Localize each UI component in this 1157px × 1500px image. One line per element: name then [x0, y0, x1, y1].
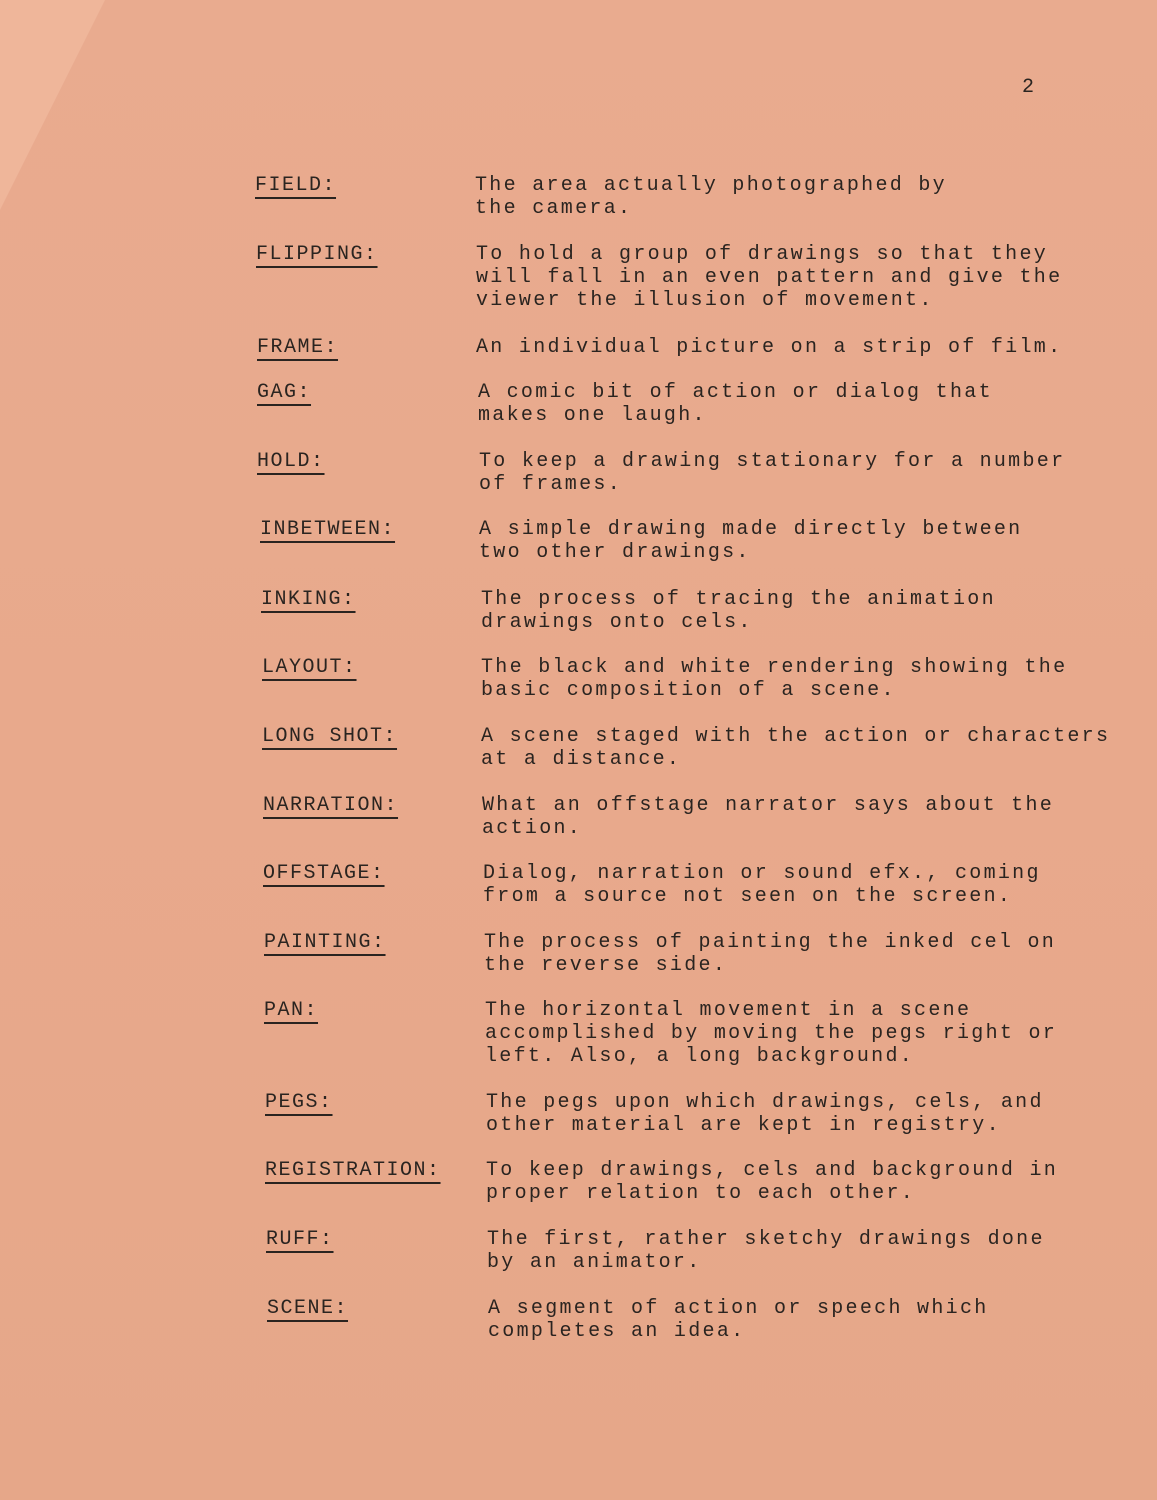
glossary-term: FLIPPING:: [256, 243, 378, 266]
glossary-definition: The horizontal movement in a scene accomplished by moving the pegs right or left. Also, a long background.: [485, 999, 1058, 1068]
glossary-term: PEGS:: [265, 1091, 333, 1114]
glossary-definition: The black and white rendering showing the basic composition of a scene.: [481, 656, 1068, 702]
glossary-definition: A scene staged with the action or characters at a distance.: [481, 725, 1111, 771]
glossary-definition: To keep drawings, cels and background in proper relation to each other.: [486, 1159, 1059, 1205]
glossary-definition: The area actually photographed by the camera.: [475, 174, 947, 220]
glossary-term: NARRATION:: [263, 794, 399, 817]
glossary-definition: The process of painting the inked cel on the reverse side.: [484, 931, 1057, 977]
glossary-definition: A segment of action or speech which completes an idea.: [488, 1297, 989, 1343]
glossary-term: PAN:: [264, 999, 319, 1022]
glossary-term: LAYOUT:: [262, 656, 357, 679]
glossary-term: HOLD:: [257, 450, 325, 473]
glossary-term: GAG:: [257, 381, 312, 404]
glossary-definition: What an offstage narrator says about the action.: [482, 794, 1055, 840]
glossary-definition: The first, rather sketchy drawings done by an animator.: [487, 1228, 1045, 1274]
glossary-definition: To hold a group of drawings so that they will fall in an even pattern and give the viewer the illusion of movement.: [476, 243, 1063, 312]
glossary-term: REGISTRATION:: [265, 1159, 441, 1182]
glossary-term: OFFSTAGE:: [263, 862, 385, 885]
glossary-term: FIELD:: [255, 174, 337, 197]
glossary-definition: A comic bit of action or dialog that makes one laugh.: [478, 381, 993, 427]
glossary-term: INKING:: [261, 588, 356, 611]
glossary-definition: To keep a drawing stationary for a number of frames.: [479, 450, 1066, 496]
page-number: 2: [1022, 76, 1036, 99]
glossary-term: FRAME:: [257, 336, 339, 359]
glossary-definition: The process of tracing the animation drawings onto cels.: [481, 588, 996, 634]
glossary-definition: The pegs upon which drawings, cels, and other material are kept in registry.: [486, 1091, 1044, 1137]
glossary-term: LONG SHOT:: [262, 725, 398, 748]
glossary-term: RUFF:: [266, 1228, 334, 1251]
glossary-definition: An individual picture on a strip of film.: [476, 336, 1063, 359]
glossary-definition: Dialog, narration or sound efx., coming from a source not seen on the screen.: [483, 862, 1041, 908]
glossary-term: PAINTING:: [264, 931, 386, 954]
glossary-term: SCENE:: [267, 1297, 349, 1320]
glossary-term: INBETWEEN:: [260, 518, 396, 541]
glossary-definition: A simple drawing made directly between two other drawings.: [479, 518, 1023, 564]
